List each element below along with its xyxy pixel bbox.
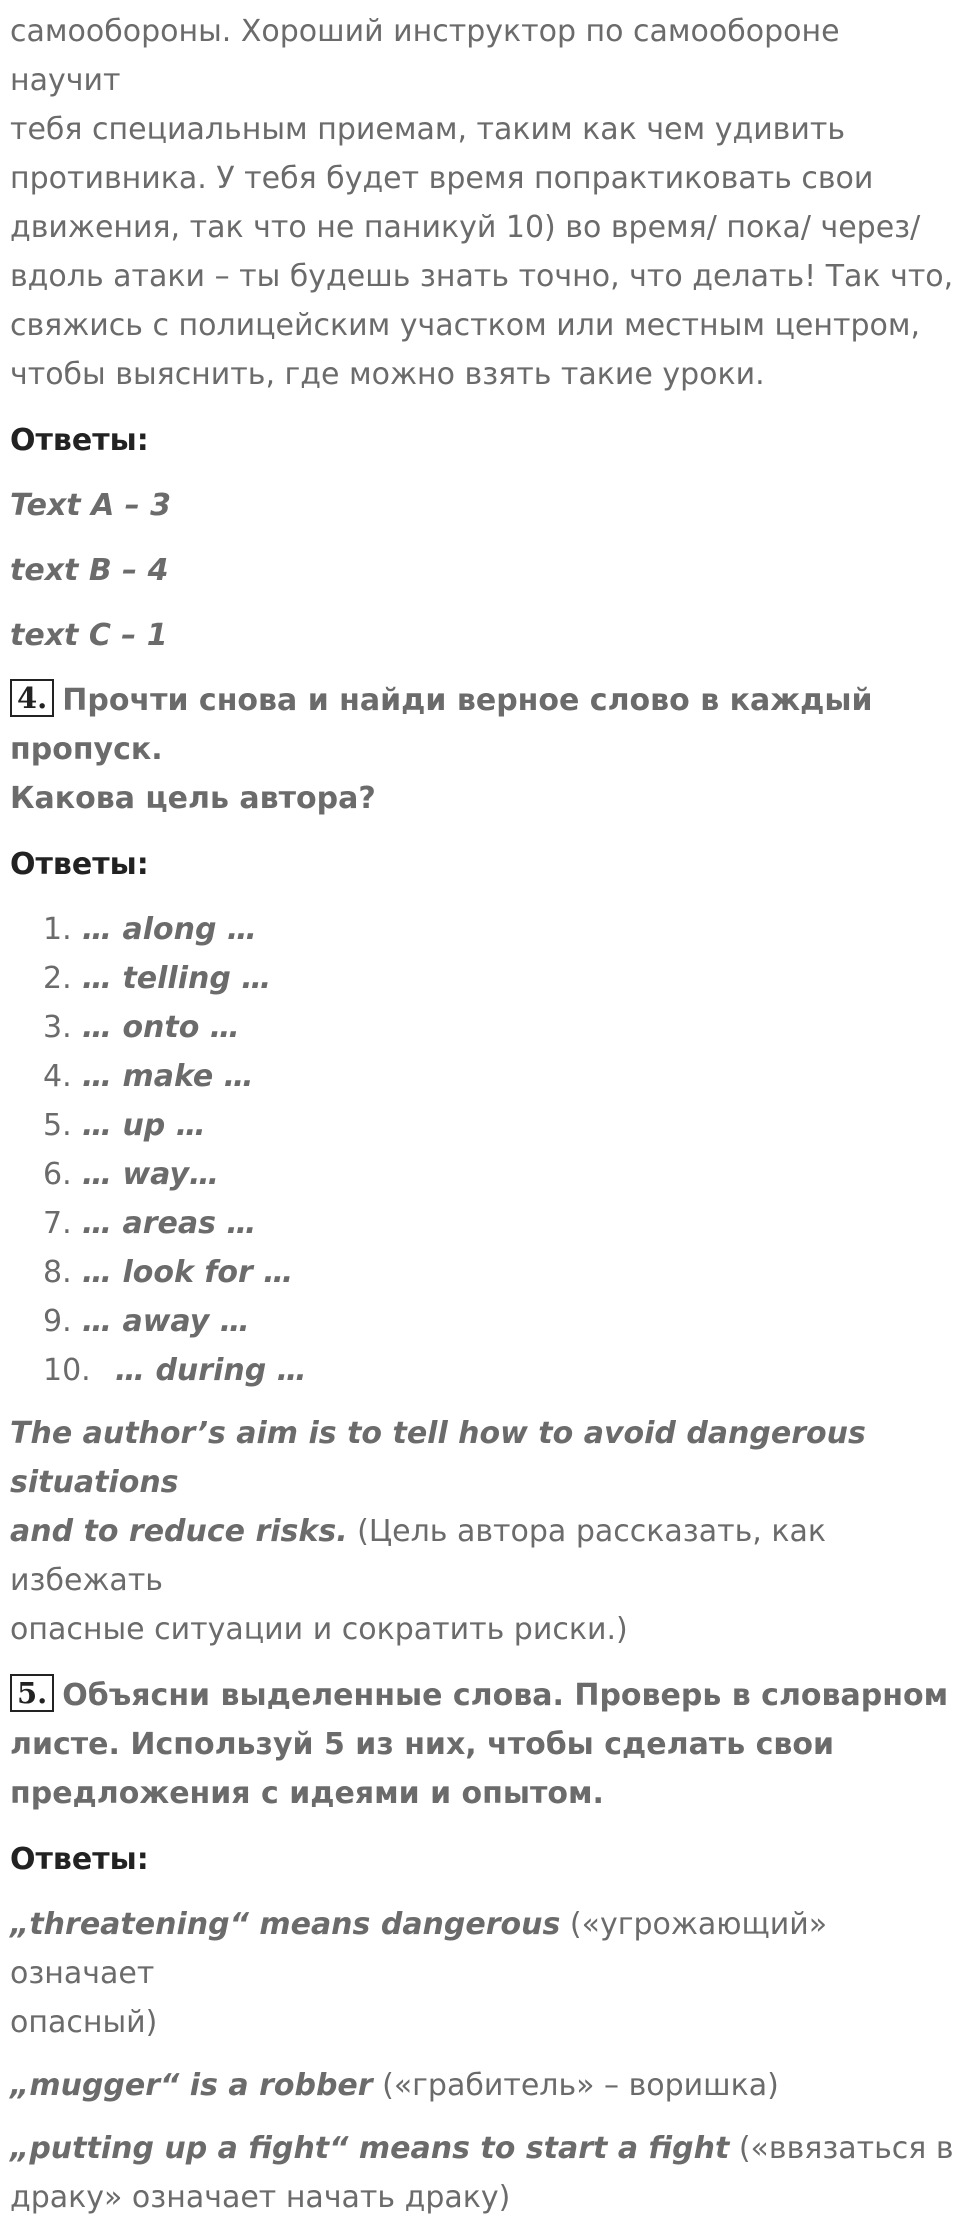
- list-item-number: 2.: [43, 961, 72, 996]
- definition-putting-up-a-fight: [10, 2124, 954, 2222]
- aim-english-line: and to reduce risks.: [10, 1514, 348, 1549]
- list-item: [10, 1150, 954, 1199]
- list-item: [10, 1199, 954, 1248]
- answers-label: Ответы:: [10, 847, 149, 882]
- list-item-word: … areas …: [82, 1206, 257, 1241]
- intro-paragraph: [10, 7, 954, 399]
- task-5: [10, 1671, 954, 1818]
- intro-line: свяжись с полицейским участком или местным центром,: [10, 308, 921, 343]
- intro-line: движения, так что не паникуй 10) во время/ пока/ через/: [10, 210, 921, 245]
- answer-word-list: [10, 905, 954, 1395]
- definition-russian: драку» означает начать драку): [10, 2180, 511, 2215]
- task-4-line: Какова цель автора?: [10, 781, 376, 816]
- intro-line: вдоль атаки – ты будешь знать точно, что делать! Так что,: [10, 259, 954, 294]
- list-item: [10, 1003, 954, 1052]
- list-item-word: … during …: [115, 1353, 307, 1388]
- list-item-number: 6.: [43, 1157, 72, 1192]
- list-item-word: … way…: [82, 1157, 220, 1192]
- definition-russian: («грабитель» – воришка): [372, 2068, 779, 2103]
- intro-line: чтобы выяснить, где можно взять такие уроки.: [10, 357, 765, 392]
- author-aim-paragraph: [10, 1409, 954, 1654]
- aim-english-line: The author’s aim is to tell how to avoid dangerous situations: [10, 1416, 866, 1500]
- list-item: [10, 1052, 954, 1101]
- definition-english: „putting up a fight“ means to start a fight: [10, 2131, 730, 2166]
- task-4-line: Прочти снова и найди верное слово в каждый пропуск.: [10, 683, 873, 767]
- definition-mugger: [10, 2061, 954, 2110]
- list-item-word: … make …: [82, 1059, 254, 1094]
- list-item-number: 8.: [43, 1255, 72, 1290]
- aim-russian-text: опасные ситуации и сократить риски.): [10, 1612, 628, 1647]
- list-item-number: 9.: [43, 1304, 72, 1339]
- answers-label: Ответы:: [10, 423, 149, 458]
- list-item-number: 1.: [43, 912, 72, 947]
- definition-russian: опасный): [10, 2005, 158, 2040]
- list-item-word: … onto …: [82, 1010, 240, 1045]
- list-item: [10, 1248, 954, 1297]
- list-item: [10, 1297, 954, 1346]
- answers-label: Ответы:: [10, 1842, 149, 1877]
- list-item: [10, 954, 954, 1003]
- list-item-number: 4.: [43, 1059, 72, 1094]
- task-number-5: 5.: [10, 1674, 54, 1712]
- list-item: [10, 905, 954, 954]
- task-5-line: предложения с идеями и опытом.: [10, 1776, 604, 1811]
- intro-line: самообороны. Хороший инструктор по самообороне научит: [10, 14, 840, 98]
- answer-text-c: text C – 1: [10, 618, 168, 653]
- intro-line: тебя специальным приемам, таким как чем удивить: [10, 112, 846, 147]
- definition-english: „threatening“ means dangerous: [10, 1907, 561, 1942]
- list-item-word: … along …: [82, 912, 257, 947]
- list-item-number: 3.: [43, 1010, 72, 1045]
- definition-russian: («ввязаться в: [729, 2131, 954, 2166]
- task-5-line: Объясни выделенные слова. Проверь в словарном: [62, 1678, 949, 1713]
- answer-text-b: text B – 4: [10, 553, 169, 588]
- task-number-4: 4.: [10, 679, 54, 717]
- list-item-word: … telling …: [82, 961, 272, 996]
- list-item: [10, 1101, 954, 1150]
- aim-russian-text: (Цель автора рассказать, как избежать: [10, 1514, 826, 1598]
- definition-threatening: [10, 1900, 954, 2047]
- definition-english: „mugger“ is a robber: [10, 2068, 373, 2103]
- task-5-line: листе. Используй 5 из них, чтобы сделать свои: [10, 1727, 835, 1762]
- definition-russian: («угрожающий» означает: [10, 1907, 828, 1991]
- task-4: [10, 676, 954, 823]
- answer-text-a: Text A – 3: [10, 488, 172, 523]
- list-item-word: … up …: [82, 1108, 206, 1143]
- list-item-word: … look for …: [82, 1255, 294, 1290]
- list-item-word: … away …: [82, 1304, 250, 1339]
- list-item-number: 10.: [43, 1353, 91, 1388]
- list-item-number: 5.: [43, 1108, 72, 1143]
- list-item-number: 7.: [43, 1206, 72, 1241]
- intro-line: противника. У тебя будет время попрактиковать свои: [10, 161, 874, 196]
- list-item: [10, 1346, 954, 1395]
